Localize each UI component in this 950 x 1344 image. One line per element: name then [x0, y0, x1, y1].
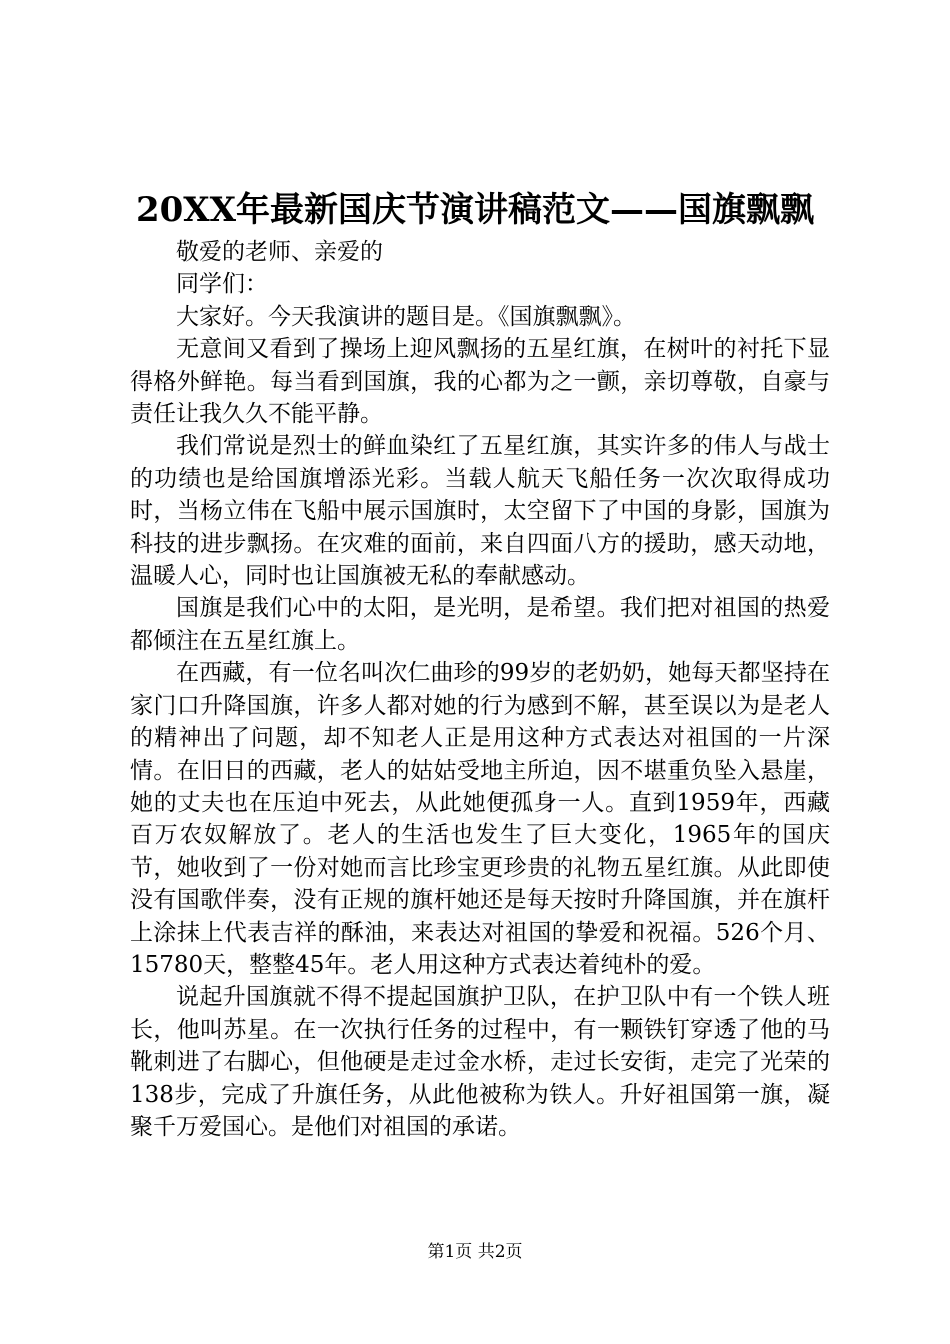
body-paragraph: 国旗是我们心中的太阳，是光明，是希望。我们把对祖国的热爱都倾注在五星红旗上。 — [130, 595, 830, 654]
page-footer: 第1页 共2页 — [427, 1242, 523, 1262]
body-paragraph: 无意间又看到了操场上迎风飘扬的五星红旗，在树叶的衬托下显得格外鲜艳。每当看到国旗，我的心都为之一颤，亲切尊敬，自豪与责任让我久久不能平静。 — [130, 336, 830, 428]
body-paragraph: 我们常说是烈士的鲜血染红了五星红旗，其实许多的伟人与战士的功绩也是给国旗增添光彩。当载人航天飞船任务一次次取得成功时，当杨立伟在飞船中展示国旗时，太空留下了中国的身影，国旗为科技的进步飘扬。在灾难的面前，来自四面八方的援助，感天动地，温暖人心，同时也让国旗被无私的奉献感动。 — [130, 433, 830, 590]
body-paragraph: 在西藏，有一位名叫次仁曲珍的99岁的老奶奶，她每天都坚持在家门口升降国旗，许多人都对她的行为感到不解，甚至误以为是老人的精神出了问题，却不知老人正是用这种方式表达对祖国的一片深情。在旧日的西藏，老人的姑姑受地主所迫，因不堪重负坠入悬崖，她的丈夫也在压迫中死去，从此她便孤身一人。直到1959年，西藏百万农奴解放了。老人的生活也发生了巨大变化，1965年的国庆节，她收到了一份对她而言比珍宝更珍贵的礼物五星红旗。从此即使没有国歌伴奏，没有正规的旗杆她还是每天按时升降国旗，并在旗杆上涂抹上代表吉祥的酥油，来表达对祖国的挚爱和祝福。526个月、15780天，整整45年。老人用这种方式表达着纯朴的爱。 — [130, 660, 830, 978]
document-title: 20XX年最新国庆节演讲稿范文——国旗飘飘 — [135, 190, 815, 230]
body-paragraph: 说起升国旗就不得不提起国旗护卫队，在护卫队中有一个铁人班长，他叫苏星。在一次执行任务的过程中，有一颗铁钉穿透了他的马靴刺进了右脚心，但他硬是走过金水桥，走过长安街，走完了光荣的138步，完成了升旗任务，从此他被称为铁人。升好祖国第一旗，凝聚千万爱国心。是他们对祖国的承诺。 — [130, 984, 830, 1140]
greeting-paragraph: 大家好。今天我演讲的题目是。《国旗飘飘》。 — [176, 303, 636, 330]
salutation-line-1: 敬爱的老师、亲爱的 — [176, 239, 383, 265]
salutation-line-2: 同学们： — [176, 271, 268, 298]
document-body — [130, 236, 830, 1143]
